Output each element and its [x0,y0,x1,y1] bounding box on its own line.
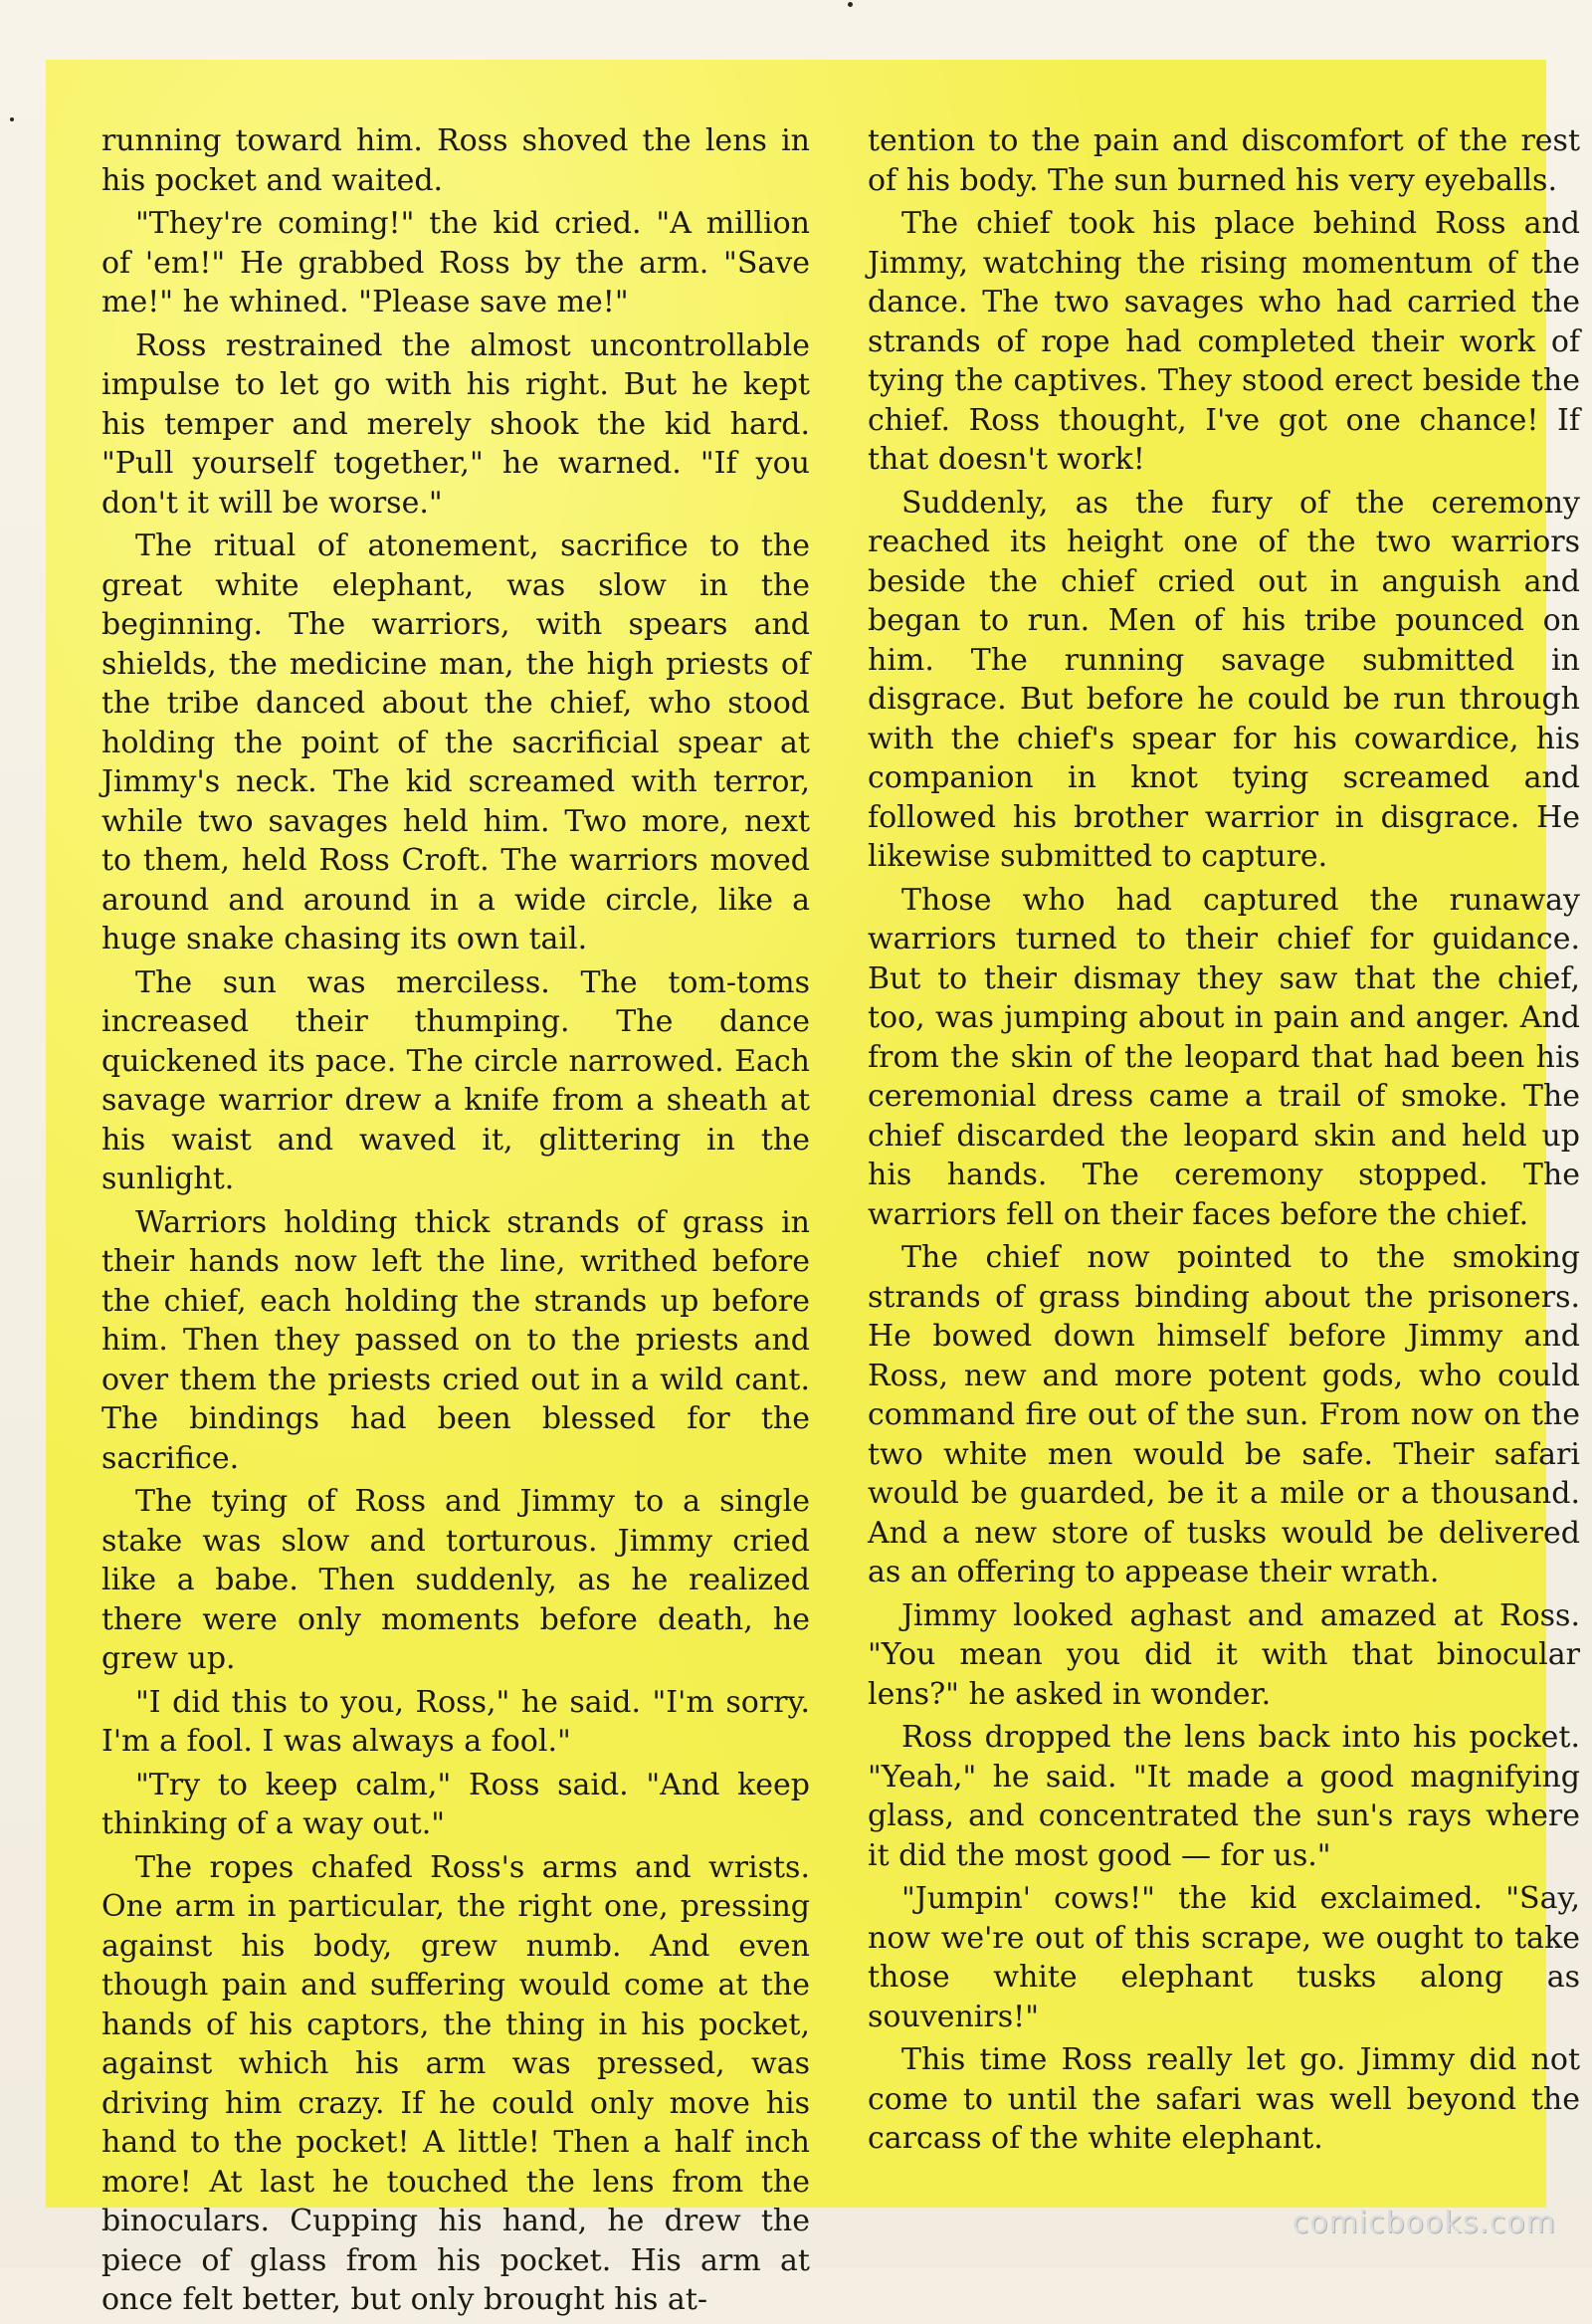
paragraph: The chief took his place behind Ross and Jimmy, watching the rising momentum of the dance. The two savages who had carried the strands of rope had completed their work of tying the captives. They stood erect beside the chief. Ross thought, I've got one chance! If that doesn't work! [868,206,1580,477]
paragraph: "They're coming!" the kid cried. "A million of 'em!" He grabbed Ross by the arm. "Save me!" he whined. "Please save me!" [101,206,810,319]
left-text-column [101,121,810,2324]
column-gutter [839,129,840,2259]
paragraph: Jimmy looked aghast and amazed at Ross. "You mean you did it with that binocular lens?" he asked in wonder. [868,1597,1580,1712]
paragraph: The tying of Ross and Jimmy to a single stake was slow and torturous. Jimmy cried like a babe. Then suddenly, as he realized there were only moments before death, he grew up. [101,1484,810,1676]
paragraph: Warriors holding thick strands of grass in their hands now left the line, writhed before the chief, each holding the strands up before him. Then they passed on to the priests and over them the priests cried out in a wild cant. The bindings had been blessed for the sacrifice. [101,1204,810,1476]
paragraph: "Try to keep calm," Ross said. "And keep thinking of a way out." [101,1767,810,1841]
paragraph: "I did this to you, Ross," he said. "I'm sorry. I'm a fool. I was always a fool." [101,1684,810,1759]
paragraph: "Jumpin' cows!" the kid exclaimed. "Say, now we're out of this scrape, we ought to take those white elephant tusks along as souvenirs!" [868,1881,1580,2034]
paragraph: Ross restrained the almost uncontrollable impulse to let go with his right. But he kept his temper and merely shook the kid hard. "Pull yourself together," he warned. "If you don't it will be worse." [101,327,810,521]
paragraph: Suddenly, as the fury of the ceremony reached its height one of the two warriors beside the chief cried out in anguish and began to run. Men of his tribe pounced on him. The running savage submitted in disgrace. But before he could be run through with the chief's spear for his cowardice, his companion in knot tying screamed and followed his brother warrior in disgrace. He likewise submitted to capture. [868,485,1580,874]
paragraph: running toward him. Ross shoved the lens in his pocket and waited. [101,123,810,198]
paragraph: Ross dropped the lens back into his pocket. "Yeah," he said. "It made a good magnifying glass, and concentrated the sun's rays where it did the most good — for us." [868,1720,1580,1873]
watermark-text: comicbooks.com [1292,2206,1556,2240]
paragraph: The ropes chafed Ross's arms and wrists. One arm in particular, the right one, pressing against his body, grew numb. And even though pain and suffering would come at the hands of his captors, the thing in his pocket, against which his arm was pressed, was driving him crazy. If he could only move his hand to the pocket! A little! Then a half inch more! At last he touched the lens from the binoculars. Cupping his hand, he drew the piece of glass from his pocket. His arm at once felt better, but only brought his at- [101,1849,810,2317]
paragraph: tention to the pain and discomfort of the rest of his body. The sun burned his very eyeballs. [868,123,1580,198]
right-text-column [868,121,1580,2163]
print-speck [10,117,14,121]
paragraph: Those who had captured the runaway warriors turned to their chief for guidance. But to their dismay they saw that the chief, too, was jumping about in pain and anger. And from the skin of the leopard that had been his ceremonial dress came a trail of smoke. The chief discarded the leopard skin and held up his hands. The ceremony stopped. The warriors fell on their faces before the chief. [868,882,1580,1232]
print-speck [848,2,853,7]
paragraph: This time Ross really let go. Jimmy did not come to until the safari was well beyond the carcass of the white elephant. [868,2042,1580,2156]
paragraph: The sun was merciless. The tom-toms increased their thumping. The dance quickened its pace. The circle narrowed. Each savage warrior drew a knife from a sheath at his waist and waved it, glittering in the sunlight. [101,964,810,1196]
paragraph: The ritual of atonement, sacrifice to the great white elephant, was slow in the beginning. The warriors, with spears and shields, the medicine man, the high priests of the tribe danced about the chief, who stood holding the point of the sacrificial spear at Jimmy's neck. The kid screamed with terror, while two savages held him. Two more, next to them, held Ross Croft. The warriors moved around and around in a wide circle, like a huge snake chasing its own tail. [101,528,810,956]
paragraph: The chief now pointed to the smoking strands of grass binding about the prisoners. He bowed down himself before Jimmy and Ross, new and more potent gods, who could command fire out of the sun. From now on the two white men would be safe. Their safari would be guarded, be it a mile or a thousand. And a new store of tusks would be delivered as an offering to appease their wrath. [868,1240,1580,1589]
